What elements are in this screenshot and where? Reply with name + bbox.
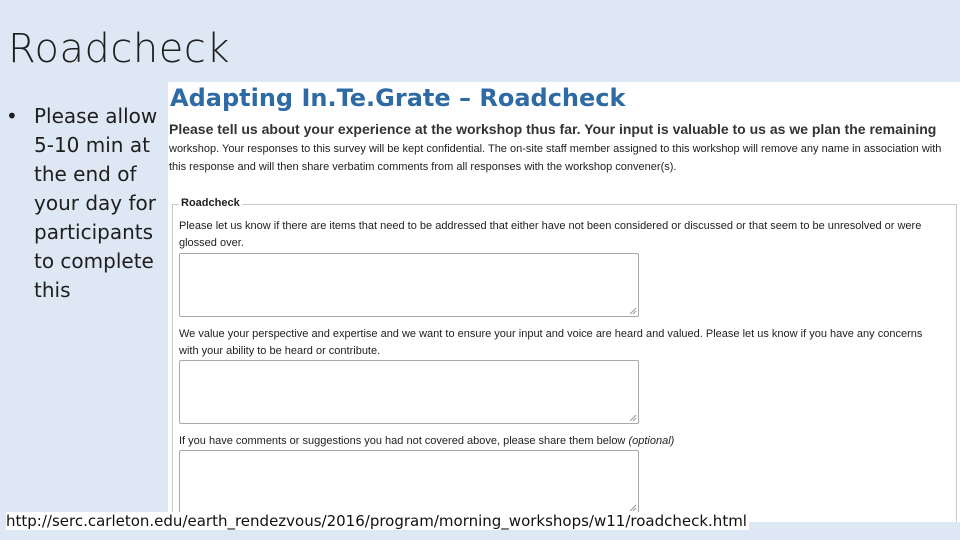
- question-1-textarea[interactable]: [179, 253, 639, 317]
- embedded-form-screenshot: [168, 82, 960, 522]
- bullet-dot: •: [6, 104, 18, 128]
- question-3-text: If you have comments or suggestions you had not covered above, please share them below: [179, 435, 626, 447]
- question-3-label: [179, 433, 939, 450]
- optional-tag: (optional): [628, 435, 675, 447]
- intro-rest: workshop. Your responses to this survey will be kept confidential. The on-site staff member assigned to this workshop will remove any name in association with this response and will then share verbatim comments from all responses with the workshop convener(s).: [169, 143, 942, 173]
- resize-grip-icon[interactable]: [629, 307, 637, 315]
- resize-grip-icon[interactable]: [629, 414, 637, 422]
- bullet-list: [6, 102, 166, 305]
- slide-title: Roadcheck: [8, 26, 230, 72]
- question-2-textarea[interactable]: [179, 360, 639, 424]
- source-url[interactable]: http://serc.carleton.edu/earth_rendezvous/2016/program/morning_workshops/w11/roadcheck.html: [6, 512, 747, 530]
- intro-lead: Please tell us about your experience at the workshop thus far. Your input is valuable to us as we plan the remaining: [169, 121, 937, 137]
- form-title: Adapting In.Te.Grate – Roadcheck: [170, 84, 626, 112]
- resize-grip-icon[interactable]: [629, 504, 637, 512]
- bullet-text: Please allow 5-10 min at the end of your day for participants to complete this: [34, 104, 158, 302]
- question-3-textarea[interactable]: [179, 450, 639, 514]
- question-1-label: Please let us know if there are items that need to be addressed that either have not been considered or discussed or that seem to be unresolved or were glossed over.: [179, 220, 922, 249]
- roadcheck-fieldset: [172, 197, 957, 522]
- fieldset-legend: Roadcheck: [181, 197, 240, 209]
- form-intro: [169, 120, 959, 176]
- question-2-label: We value your perspective and expertise and we want to ensure your input and voice are heard and valued. Please let us know if you have any concerns with your ability to be heard or contribute.: [179, 328, 923, 357]
